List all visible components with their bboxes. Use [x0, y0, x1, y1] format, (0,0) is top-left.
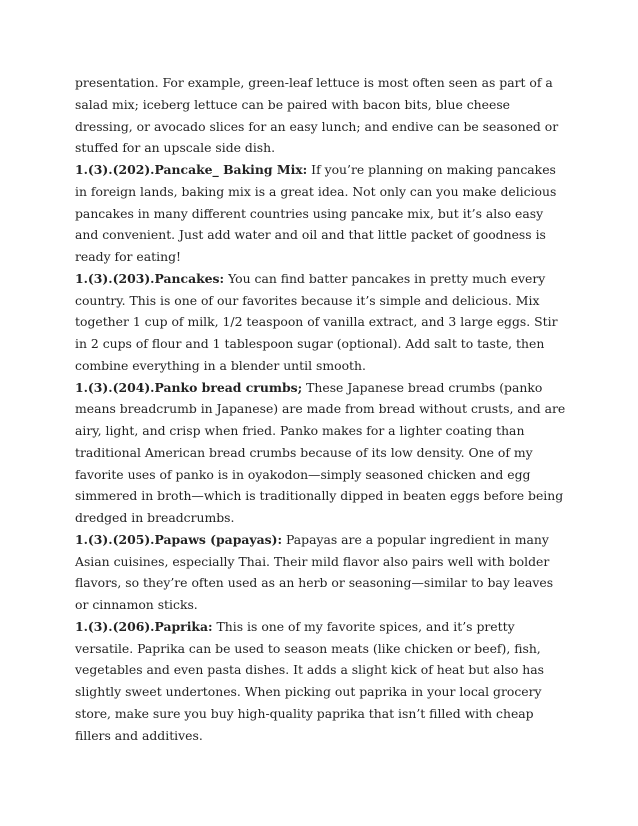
entry-term: 1.(3).(204).Panko bread crumbs;	[75, 379, 303, 395]
entry-term: 1.(3).(203).Pancakes:	[75, 270, 225, 286]
entry-pancake-baking-mix	[75, 159, 570, 268]
entry-papaws	[75, 529, 570, 616]
entry-text: These Japanese bread crumbs (panko means breadcrumb in Japanese) are made from bread without crusts, and are airy, light, and crisp when fried. Panko makes for a lighter coating than traditional American bread crumbs because of its low density. One of my favorite uses of panko is in oyakodon—simply seasoned chicken and egg simmered in broth—which is traditionally dipped in beaten eggs before being dredged in breadcrumbs.	[75, 379, 566, 525]
document-page	[75, 72, 570, 746]
entry-pancakes	[75, 268, 570, 377]
entry-panko-bread-crumbs	[75, 377, 570, 529]
entry-term: 1.(3).(202).Pancake_ Baking Mix:	[75, 162, 308, 177]
intro-paragraph: presentation. For example, green-leaf lettuce is most often seen as part of a salad mix; iceberg lettuce can be paired with bacon bits, blue cheese dressing, or avocado slices for an easy lunch; and endive can be seasoned or stuffed for an upscale side dish.	[75, 75, 559, 156]
entry-text: Papayas are a popular ingredient in many Asian cuisines, especially Thai. Their mild flavor also pairs well with bolder flavors, so they’re often used as an herb or seasoning—similar to bay leaves or cinnamon sticks.	[75, 531, 554, 612]
entry-paprika	[75, 616, 570, 747]
entry-text: If you’re planning on making pancakes in foreign lands, baking mix is a great idea. Not only can you make delicious pancakes in many different countries using pancake mix, but it’s also easy and convenient. Just add water and oil and that little packet of goodness is ready for eating!	[75, 162, 557, 264]
entry-text: This is one of my favorite spices, and it’s pretty versatile. Paprika can be used to season meats (like chicken or beef), fish, vegetables and even pasta dishes. It adds a slight kick of heat but also has slightly sweet undertones. When picking out paprika in your local grocery store, make sure you buy high-quality paprika that isn’t filled with cheap fillers and additives.	[75, 618, 545, 743]
entry-term: 1.(3).(206).Paprika:	[75, 618, 213, 634]
entry-text: You can find batter pancakes in pretty much every country. This is one of our favorites because it’s simple and delicious. Mix together 1 cup of milk, 1/2 teaspoon of vanilla extract, and 3 large eggs. Stir in 2 cups of flour and 1 tablespoon sugar (optional). Add salt to taste, then combine everything in a blender until smooth.	[75, 270, 558, 373]
entry-term: 1.(3).(205).Papaws (papayas):	[75, 531, 283, 547]
